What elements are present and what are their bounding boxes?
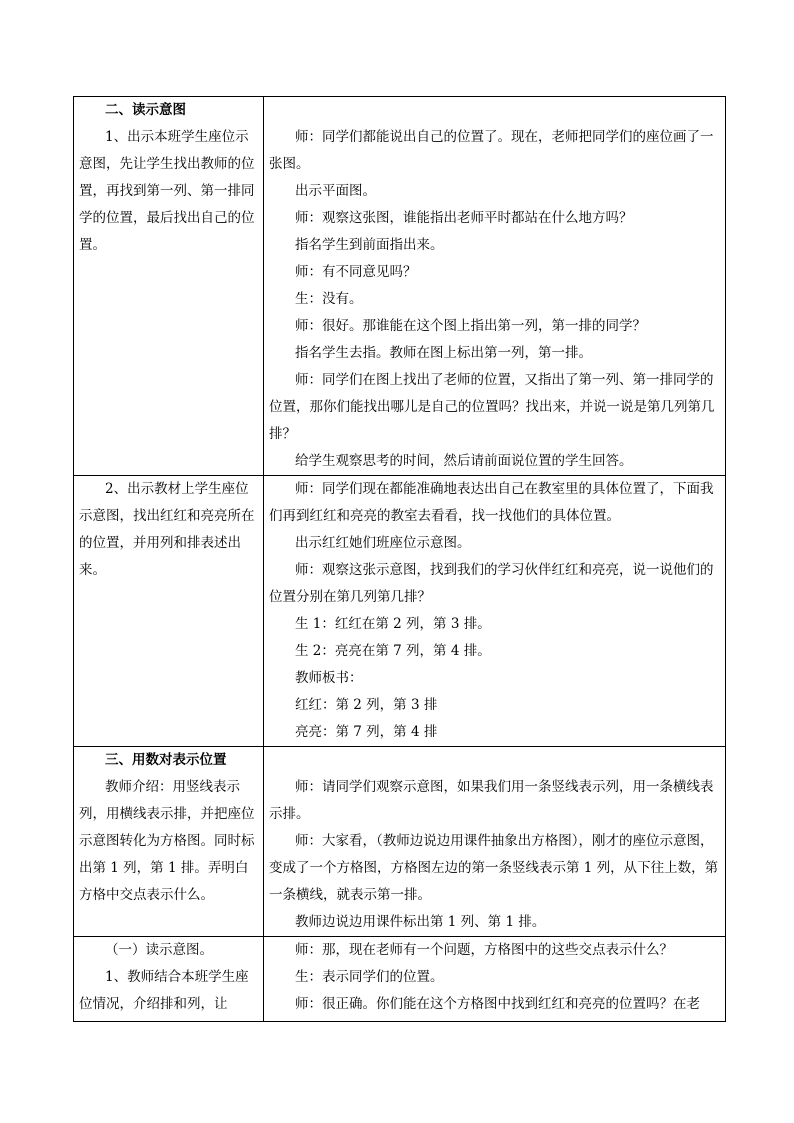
table-row (74, 937, 726, 1022)
dialogue-cell (264, 937, 726, 1022)
activity-cell (74, 747, 264, 937)
section-title: 三、用数对表示位置 (105, 752, 227, 768)
activity-cell (74, 476, 264, 747)
dialogue-line: 出示平面图。 (295, 183, 376, 199)
dialogue-line: 出示红红她们班座位示意图。 (295, 535, 471, 551)
activity-text: 1、出示本班学生座位示意图，先让学生找出教师的位置，再找到第一列、第一排同学的位置，最后找出自己的位置。 (79, 129, 255, 253)
activity-text: 教师介绍：用竖线表示列，用横线表示排，并把座位示意图转化为方格图。同时标出第 1 列，第 1 排。弄明白方格中交点表示什么。 (79, 779, 255, 903)
dialogue-line: 师：同学们在图上找出了老师的位置，又指出了第一列、第一排同学的位置，那你们能找出哪儿是自己的位置吗？找出来，并说一说是第几列第几排？ (269, 372, 715, 442)
lesson-plan-table (73, 96, 726, 1022)
activity-cell (74, 937, 264, 1022)
activity-cell (74, 97, 264, 476)
dialogue-line: 教师边说边用课件标出第 1 列、第 1 排。 (295, 914, 546, 930)
dialogue-line: 指名学生去指。教师在图上标出第一列，第一排。 (295, 345, 592, 361)
dialogue-line: 师：很正确。你们能在这个方格图中找到红红和亮亮的位置吗？在老 (295, 996, 700, 1012)
dialogue-line: 师：大家看，（教师边说边用课件抽象出方格图），刚才的座位示意图，变成了一个方格图，方格图左边的第一条竖线表示第 1 列，从下往上数，第一条横线，就表示第一排。 (269, 833, 719, 903)
dialogue-line: 生 2：亮亮在第 7 列，第 4 排。 (295, 643, 491, 659)
section-title: 二、读示意图 (105, 102, 186, 118)
dialogue-line: 教师板书： (295, 670, 363, 686)
dialogue-line: 给学生观察思考的时间，然后请前面说位置的学生回答。 (295, 453, 633, 469)
dialogue-line: 亮亮：第 7 列，第 4 排 (295, 724, 438, 740)
dialogue-line: 师：有不同意见吗？ (295, 264, 417, 280)
activity-text: 2、出示教材上学生座位示意图，找出红红和亮亮所在的位置，并用列和排表述出来。 (79, 481, 255, 578)
dialogue-cell (264, 476, 726, 747)
dialogue-line: 师：观察这张示意图，找到我们的学习伙伴红红和亮亮，说一说他们的位置分别在第几列第几排？ (269, 562, 714, 605)
dialogue-cell (264, 97, 726, 476)
dialogue-cell (264, 747, 726, 937)
section-subtitle: （一）读示意图。 (105, 942, 213, 958)
dialogue-line: 师：很好。那谁能在这个图上指出第一列，第一排的同学？ (295, 318, 646, 334)
dialogue-line: 指名学生到前面指出来。 (295, 237, 444, 253)
dialogue-line: 师：那，现在老师有一个问题，方格图中的这些交点表示什么？ (295, 942, 673, 958)
activity-text: 1、教师结合本班学生座位情况，介绍排和列，让 (79, 969, 249, 1012)
dialogue-line: 师：请同学们观察示意图，如果我们用一条竖线表示列，用一条横线表示排。 (269, 779, 714, 822)
dialogue-line: 生 1：红红在第 2 列，第 3 排。 (295, 616, 491, 632)
dialogue-line: 师：观察这张图，谁能指出老师平时都站在什么地方吗？ (295, 210, 633, 226)
dialogue-line: 师：同学们都能说出自己的位置了。现在，老师把同学们的座位画了一张图。 (269, 129, 714, 172)
dialogue-line: 生：没有。 (295, 291, 363, 307)
table-row (74, 97, 726, 476)
dialogue-line: 红红：第 2 列，第 3 排 (295, 697, 438, 713)
dialogue-line: 生：表示同学们的位置。 (295, 969, 444, 985)
table-row (74, 747, 726, 937)
table-row (74, 476, 726, 747)
dialogue-line: 师：同学们现在都能准确地表达出自己在教室里的具体位置了，下面我们再到红红和亮亮的教室去看看，找一找他们的具体位置。 (269, 481, 714, 524)
